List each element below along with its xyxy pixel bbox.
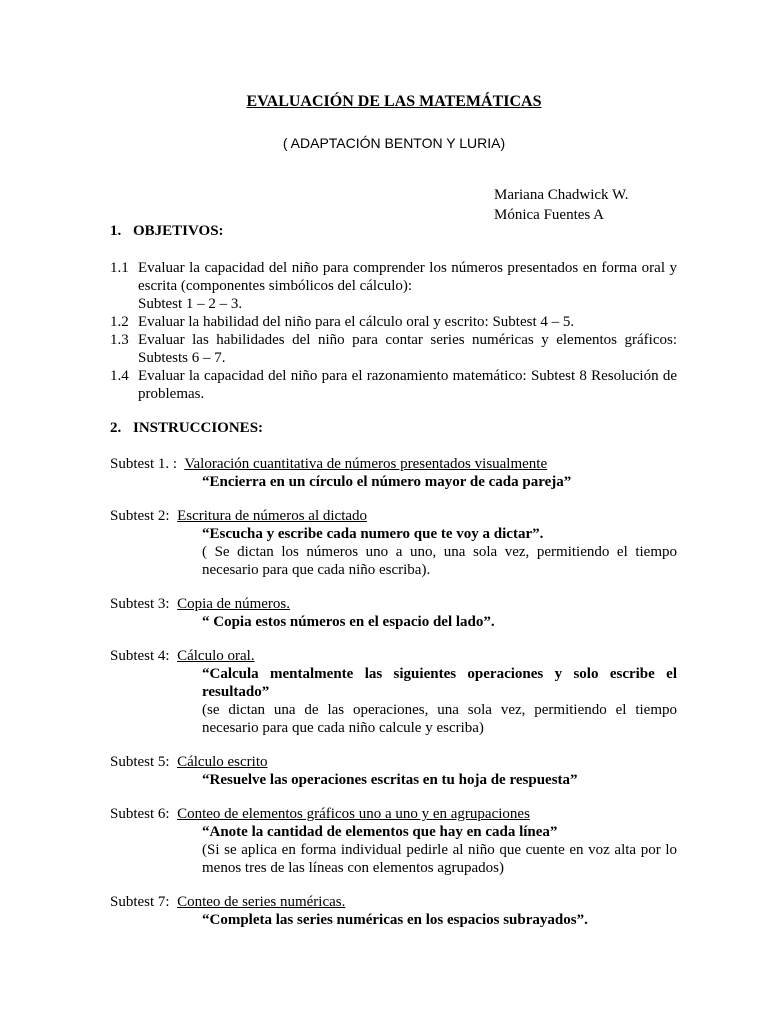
objective-text: Subtest 1 – 2 – 3. <box>138 296 243 312</box>
objectives-list <box>110 259 677 403</box>
document-title: EVALUACIÓN DE LAS MATEMÁTICAS <box>246 93 542 110</box>
subtest-item <box>110 893 677 929</box>
objective-number: 1.3 <box>110 332 129 348</box>
section-number: 2. <box>110 420 122 436</box>
subtest-title: Valoración cuantitativa de números presentados visualmente <box>184 456 548 472</box>
objective-item <box>110 259 677 313</box>
subtest-item <box>110 595 677 631</box>
subtest-title: Cálculo oral. <box>177 648 255 664</box>
subtest-label: Subtest 7: <box>110 894 170 910</box>
subtest-title: Conteo de elementos gráficos uno a uno y en agrupaciones <box>177 806 530 822</box>
objective-text: Evaluar la habilidad del niño para el cálculo oral y escrito: Subtest 4 – 5. <box>138 314 575 330</box>
objective-number: 1.1 <box>110 260 129 276</box>
subtest-item <box>110 805 677 877</box>
subtest-instruction: “Calcula mentalmente las siguientes operaciones y solo escribe el resultado” <box>202 666 677 700</box>
subtests-list <box>110 455 677 945</box>
subtest-label: Subtest 3: <box>110 596 170 612</box>
author-name: Mariana Chadwick W. <box>494 187 629 203</box>
section-title: OBJETIVOS: <box>133 223 224 239</box>
subtest-label: Subtest 6: <box>110 806 170 822</box>
subtest-instruction: “Resuelve las operaciones escritas en tu hoja de respuesta” <box>202 772 578 788</box>
subtest-label: Subtest 5: <box>110 754 170 770</box>
subtest-title: Copia de números. <box>177 596 290 612</box>
subtest-note: (se dictan una de las operaciones, una sola vez, permitiendo el tiempo necesario para que cada niño calcule y escriba) <box>202 702 677 736</box>
author-name: Mónica Fuentes A <box>494 207 604 223</box>
objective-item <box>110 313 677 331</box>
subtest-label: Subtest 1. : <box>110 456 178 472</box>
objective-text: Evaluar la capacidad del niño para el razonamiento matemático: Subtest 8 Resolución de problemas. <box>138 368 677 402</box>
objective-item <box>110 331 677 367</box>
subtest-instruction: “Escucha y escribe cada numero que te voy a dictar”. <box>202 526 544 542</box>
subtest-item <box>110 507 677 579</box>
objective-number: 1.2 <box>110 314 129 330</box>
subtest-item <box>110 455 677 491</box>
objective-text: Evaluar la capacidad del niño para comprender los números presentados en forma oral y escrita (componentes simbólicos del cálculo): <box>138 260 677 294</box>
subtest-instruction: “Completa las series numéricas en los espacios subrayados”. <box>202 912 588 928</box>
subtest-instruction: “ Copia estos números en el espacio del lado”. <box>202 614 495 630</box>
section-heading-objectives <box>110 222 224 240</box>
subtest-item <box>110 647 677 737</box>
objective-text: Evaluar las habilidades del niño para contar series numéricas y elementos gráficos: Subtests 6 – 7. <box>138 332 677 366</box>
subtest-label: Subtest 2: <box>110 508 170 524</box>
authors-block <box>494 186 629 226</box>
subtest-instruction: “Anote la cantidad de elementos que hay en cada línea” <box>202 824 558 840</box>
subtest-note: (Si se aplica en forma individual pedirle al niño que cuente en voz alta por lo menos tres de las líneas con elementos agrupados) <box>202 842 677 876</box>
objective-item <box>110 367 677 403</box>
subtest-instruction: “Encierra en un círculo el número mayor de cada pareja” <box>202 474 572 490</box>
section-number: 1. <box>110 223 122 239</box>
objective-number: 1.4 <box>110 368 129 384</box>
section-heading-instructions <box>110 419 263 437</box>
document-subtitle: ( ADAPTACIÓN BENTON Y LURIA) <box>282 135 506 151</box>
section-title: INSTRUCCIONES: <box>133 420 264 436</box>
subtest-title: Escritura de números al dictado <box>177 508 368 524</box>
subtest-title: Cálculo escrito <box>177 754 268 770</box>
subtest-label: Subtest 4: <box>110 648 170 664</box>
subtest-note: ( Se dictan los números uno a uno, una sola vez, permitiendo el tiempo necesario para que cada niño escriba). <box>202 544 677 578</box>
subtest-title: Conteo de series numéricas. <box>177 894 346 910</box>
subtest-item <box>110 753 677 789</box>
